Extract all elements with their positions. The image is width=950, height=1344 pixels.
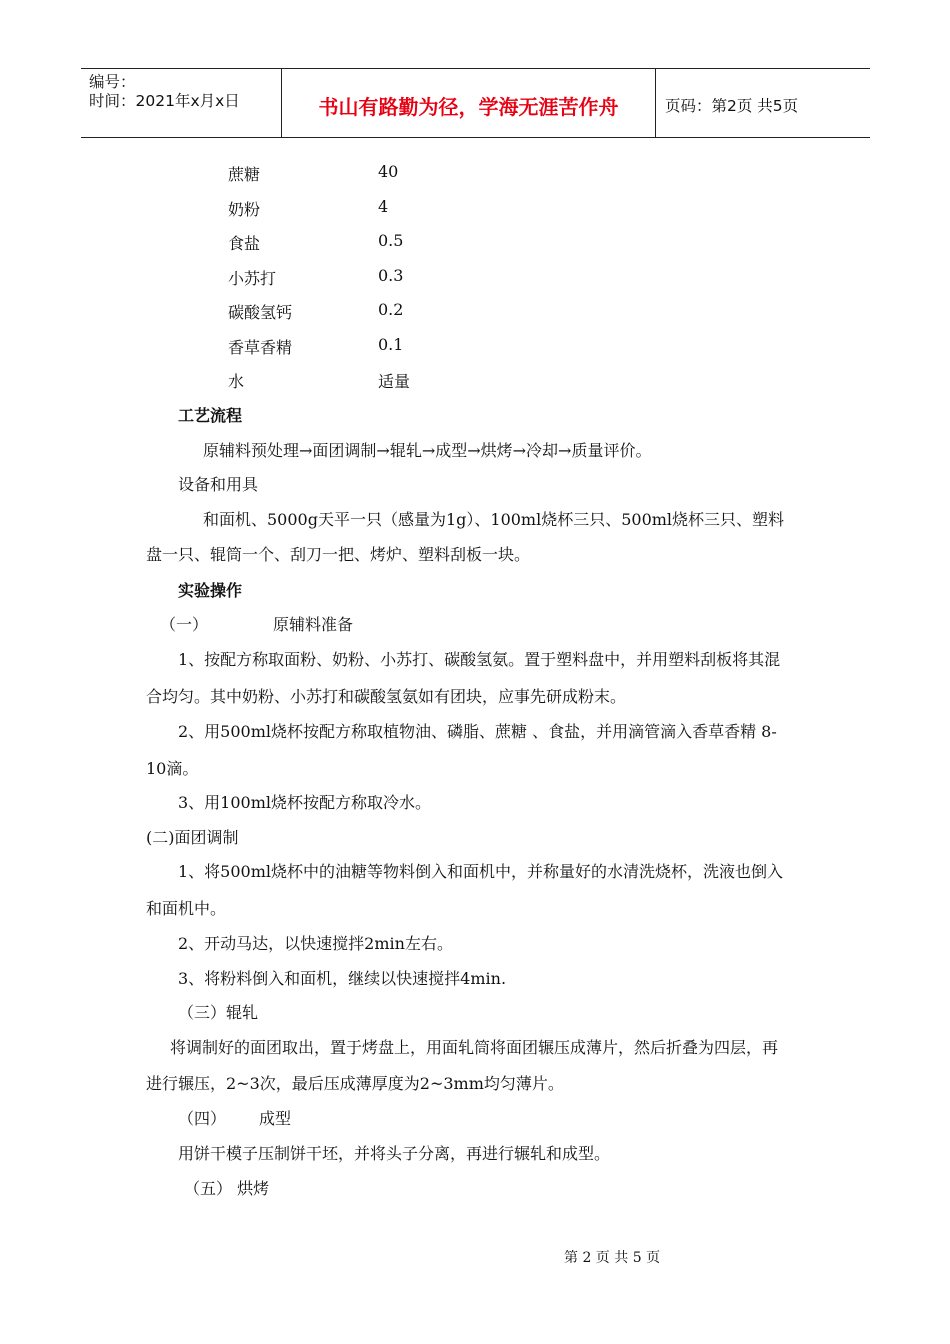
ingredient-name: 小苏打 <box>228 269 277 288</box>
section-title: （三）辊轧 <box>178 1003 259 1022</box>
paragraph-line: 10滴。 <box>146 759 199 778</box>
section-number: （一） <box>160 615 209 634</box>
paragraph-line: 将调制好的面团取出，置于烤盘上，用面轧筒将面团辗压成薄片，然后折叠为四层，再 <box>170 1038 779 1057</box>
paragraph-line: 3、将粉料倒入和面机，继续以快速搅拌4min. <box>178 969 507 988</box>
ingredient-amount: 0.3 <box>378 266 404 285</box>
paragraph-line: 3、用100ml烧杯按配方称取冷水。 <box>178 793 432 812</box>
ingredient-amount: 0.2 <box>378 300 404 319</box>
page-counter: 页码：第2页 共5页 <box>665 97 799 115</box>
page-header <box>81 68 870 138</box>
ingredient-name: 水 <box>228 372 245 391</box>
paragraph-line: 2、开动马达，以快速搅拌2min左右。 <box>178 934 453 953</box>
header-page-cell <box>655 69 870 137</box>
ingredient-name: 蔗糖 <box>228 165 261 184</box>
equipment-line: 和面机、5000g天平一只（感量为1g）、100ml烧杯三只、500ml烧杯三只、塑料 <box>203 510 785 529</box>
page-footer: 第 2 页 共 5 页 <box>564 1250 661 1266</box>
number-label: 编号： <box>89 73 136 91</box>
paragraph-line: 1、按配方称取面粉、奶粉、小苏打、碳酸氢氨。置于塑料盘中，并用塑料刮板将其混 <box>178 650 781 669</box>
motto: 书山有路勤为径，学海无涯苦作舟 <box>318 95 619 119</box>
paragraph-line: 2、用500ml烧杯按配方称取植物油、磷脂、蔗糖 、食盐，并用滴管滴入香草香精 8- <box>178 722 777 741</box>
section-title: 成型 <box>259 1109 292 1128</box>
paragraph-line: 1、将500ml烧杯中的油糖等物料倒入和面机中，并称量好的水清洗烧杯，洗液也倒入 <box>178 862 784 881</box>
section-title: （五） 烘烤 <box>184 1179 270 1198</box>
ingredient-amount: 0.5 <box>378 231 404 250</box>
process-flow: 原辅料预处理→面团调制→辊轧→成型→烘烤→冷却→质量评价。 <box>203 441 652 460</box>
section-number: （四） <box>178 1109 227 1128</box>
ingredient-amount: 40 <box>378 162 399 181</box>
process-heading: 工艺流程 <box>178 406 243 425</box>
section-title: 原辅料准备 <box>273 615 354 634</box>
header-meta <box>81 69 281 137</box>
ingredient-name: 食盐 <box>228 234 261 253</box>
paragraph-line: 用饼干模子压制饼干坯，并将头子分离，再进行辗轧和成型。 <box>178 1144 611 1163</box>
date-label: 时间：2021年x月x日 <box>89 92 240 110</box>
paragraph-line: 和面机中。 <box>146 899 227 918</box>
equipment-heading: 设备和用具 <box>178 475 259 494</box>
equipment-line: 盘一只、辊筒一个、刮刀一把、烤炉、塑料刮板一块。 <box>146 545 531 564</box>
ingredient-amount: 适量 <box>378 372 411 391</box>
section-title: (二)面团调制 <box>146 828 239 847</box>
ingredient-amount: 4 <box>378 197 389 216</box>
operation-heading: 实验操作 <box>178 581 243 600</box>
paragraph-line: 进行辗压，2~3次，最后压成薄厚度为2~3mm均匀薄片。 <box>146 1074 564 1093</box>
ingredient-name: 碳酸氢钙 <box>228 303 293 322</box>
ingredient-name: 香草香精 <box>228 338 293 357</box>
paragraph-line: 合均匀。其中奶粉、小苏打和碳酸氢氨如有团块，应事先研成粉末。 <box>146 687 627 706</box>
header-motto-cell <box>281 69 656 137</box>
ingredient-amount: 0.1 <box>378 335 404 354</box>
ingredient-name: 奶粉 <box>228 200 261 219</box>
